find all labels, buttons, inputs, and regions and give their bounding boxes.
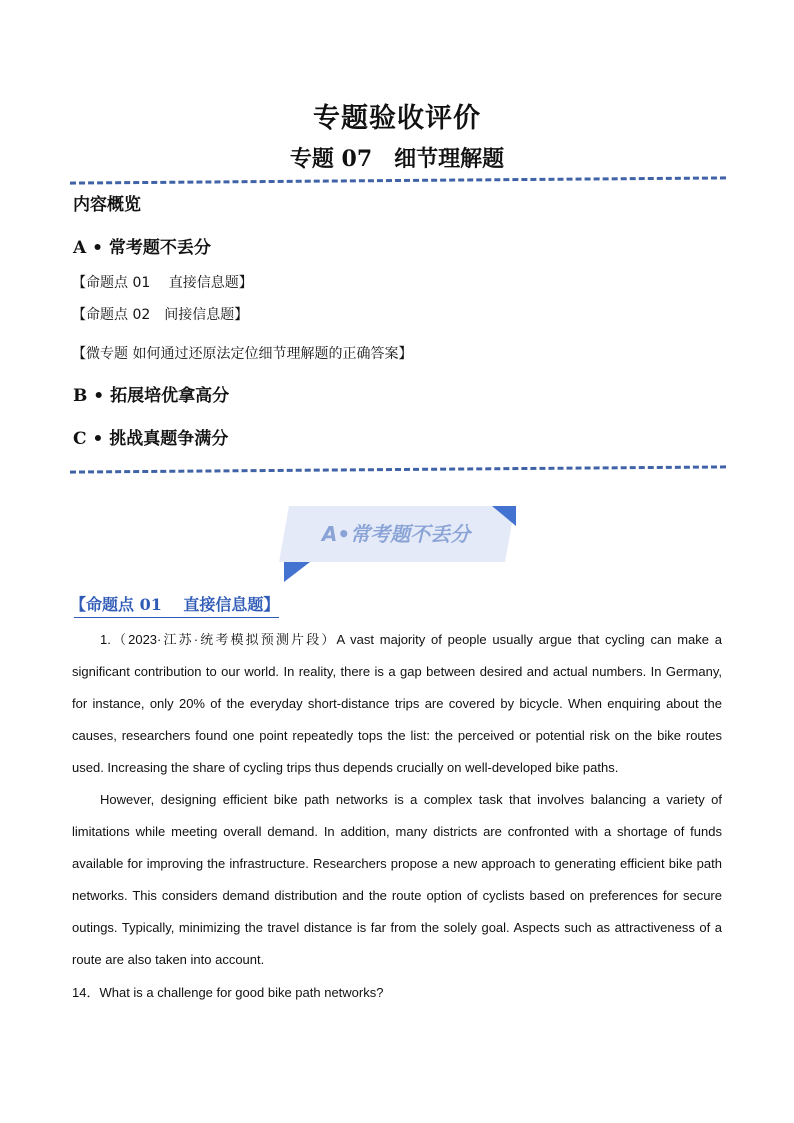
topic-heading: 【命题点 01 直接信息题】 bbox=[70, 592, 279, 615]
overview-section-a: A • 常考题不丢分 bbox=[73, 238, 211, 258]
page-subtitle: 专题 07 细节理解题 bbox=[289, 146, 505, 172]
passage-paragraph-2: However, designing efficient bike path networks is a complex task that involves balancing a variety of limitations while meeting overall demand. In addition, many districts are confronted with a shortage of funds available for improving the infrastructure. Researchers propose a new approach to generating efficient bike path networks. This considers demand distribution and the route option of cyclists based on preferences for secure outings. Typically, minimizing the travel distance is far from the solely goal. Aspects such as attractiveness of a route are also taken into account. bbox=[72, 792, 722, 967]
overview-item-01: 【命题点 01 直接信息题】 bbox=[72, 275, 253, 291]
overview-heading: 内容概览 bbox=[73, 195, 141, 215]
overview-item-micro: 【微专题 如何通过还原法定位细节理解题的正确答案】 bbox=[72, 346, 413, 362]
overview-item-02: 【命题点 02 间接信息题】 bbox=[72, 307, 249, 323]
question-14: 14．What is a challenge for good bike path networks? bbox=[72, 985, 384, 1000]
page-title: 专题验收评价 bbox=[313, 103, 481, 134]
passage-paragraph-1: 1.（2023·江苏·统考模拟预测片段）A vast majority of people usually argue that cycling can make a significant contribution to our world. In reality, there is a gap between desired and actual numbers. In Germany, for instance, only 20% of the everyday short-distance trips are covered by bicycle. When enquiring about the causes, researchers found one point repeatedly tops the list: the perceived or potential risk on the bike routes used. Increasing the share of cycling trips thus depends crucially on well-developed bike paths. bbox=[72, 632, 722, 775]
overview-section-b: B • 拓展培优拿高分 bbox=[73, 386, 230, 406]
dashed-divider-top bbox=[70, 176, 726, 184]
dashed-divider-bottom bbox=[70, 465, 726, 473]
section-banner bbox=[276, 504, 516, 582]
banner-label: A•常考题不丢分 bbox=[321, 522, 471, 546]
overview-section-c: C • 挑战真题争满分 bbox=[73, 429, 229, 449]
banner-corner-bottom-left bbox=[284, 562, 310, 582]
